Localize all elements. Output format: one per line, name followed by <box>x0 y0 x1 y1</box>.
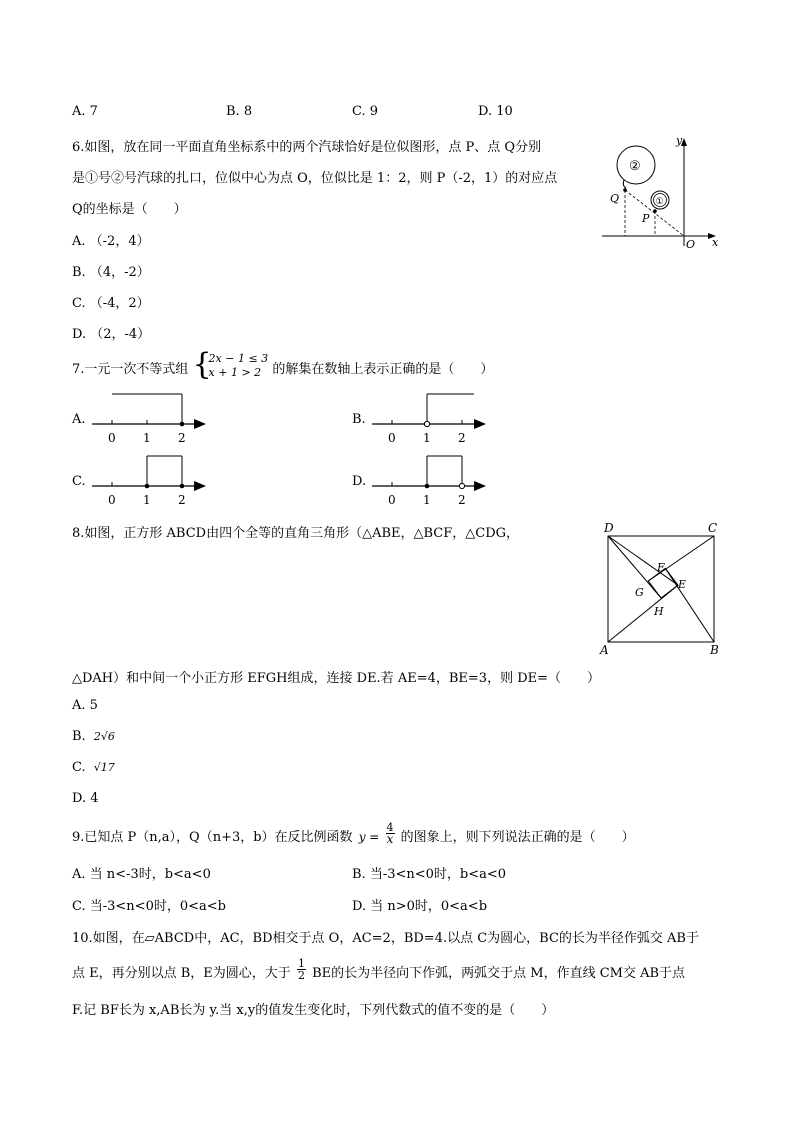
q7-option-a-letter: A. <box>72 412 86 427</box>
q7-option-b-letter: B. <box>352 412 366 427</box>
q7-option-d-letter: D. <box>352 474 367 489</box>
q6-option-a: A. （-2，4） <box>72 234 150 249</box>
q7-number-line-b <box>368 390 492 446</box>
q7-a-tick-1: 1 <box>143 431 151 445</box>
q10-line-2-part-1: 点 E，再分别以点 B，E为圆心，大于 <box>72 966 291 981</box>
q8-option-b <box>72 729 115 744</box>
q5-option-c: C. 9 <box>352 104 379 119</box>
q9-func-y: y = <box>358 830 380 844</box>
q7-d-tick-1: 1 <box>423 493 431 507</box>
q8-option-d: D. 4 <box>72 791 99 806</box>
q9-stem-part-1: 9.已知点 P（n,a），Q（n+3，b）在反比例函数 <box>72 830 353 845</box>
q10-half-fraction <box>297 958 306 981</box>
q8-fig-h-label: H <box>654 605 664 618</box>
q8-option-a: A. 5 <box>72 698 98 713</box>
q6-fig-x-label: x <box>712 236 719 249</box>
q9-option-b: B. 当-3<n<0时，b<a<0 <box>352 867 507 882</box>
q7-prefix: 7.一元一次不等式组 <box>72 362 189 377</box>
q7-suffix: 的解集在数轴上表示正确的是（ ） <box>272 362 494 377</box>
q6-balloon-figure <box>598 132 726 250</box>
q7-inequality-1: 2x − 1 ≤ 3 <box>208 351 269 365</box>
q10-line-2-part-2: BE的长为半径向下作弧，两弧交于点 M，作直线 CM交 AB于点 <box>312 966 686 981</box>
q7-b-tick-2: 2 <box>458 431 466 445</box>
q8-fig-f-label: F <box>657 561 665 574</box>
q6-line-1: 6.如图，放在同一平面直角坐标系中的两个汽球恰好是位似图形，点 P、点 Q分别 <box>72 140 542 155</box>
q7-number-line-a <box>88 390 212 446</box>
q6-option-d: D. （2，-4） <box>72 327 151 342</box>
q8-option-c-letter: C. <box>72 760 86 775</box>
q8-fig-a-label: A <box>600 643 609 657</box>
q6-fig-p-label: P <box>642 212 650 225</box>
q8-line-1: 8.如图，正方形 ABCD由四个全等的直角三角形（△ABE，△BCF，△CDG， <box>72 526 520 541</box>
q8-option-b-letter: B. <box>72 729 86 744</box>
q7-d-tick-2: 2 <box>458 493 466 507</box>
q8-option-c-math: √17 <box>93 761 115 774</box>
q6-balloon-2-label: ② <box>629 159 641 174</box>
q10-line-3: F.记 BF长为 x,AB长为 y.当 x,y的值发生变化时，下列代数式的值不变的是（ ） <box>72 1003 555 1018</box>
q7-b-tick-0: 0 <box>388 431 396 445</box>
q6-fig-origin-label: O <box>686 238 696 250</box>
q6-line-2: 是①号②号汽球的扎口，位似中心为点 O，位似比是 1：2，则 P（-2，1）的对应点 <box>72 171 558 186</box>
q8-fig-g-label: G <box>635 586 644 599</box>
q9-option-c: C. 当-3<n<0时，0<a<b <box>72 899 226 914</box>
q6-option-b: B. （4，-2） <box>72 265 150 280</box>
q6-option-c: C. （-4，2） <box>72 296 150 311</box>
q9-stem <box>72 821 635 846</box>
q9-func-numerator: 4 <box>386 821 394 834</box>
q10-line-2 <box>72 957 686 982</box>
q7-number-line-c <box>88 452 212 508</box>
q7-c-tick-0: 0 <box>108 493 116 507</box>
q5-option-b: B. 8 <box>226 104 253 119</box>
q5-option-a: A. 7 <box>72 104 98 119</box>
q9-option-a: A. 当 n<-3时，b<a<0 <box>72 867 211 882</box>
q9-option-d: D. 当 n>0时，0<a<b <box>352 899 488 914</box>
q7-stem <box>72 346 494 382</box>
q6-fig-q-label: Q <box>610 192 620 205</box>
q9-func-fraction <box>386 822 395 845</box>
q7-c-tick-2: 2 <box>178 493 186 507</box>
q10-fraction-numerator: 1 <box>297 957 305 970</box>
q5-option-d: D. 10 <box>478 104 513 119</box>
q8-fig-e-label: E <box>678 578 687 591</box>
q6-fig-y-label: y <box>676 134 683 147</box>
q7-number-line-d <box>368 452 492 508</box>
q7-a-tick-2: 2 <box>178 431 186 445</box>
q7-inequality-2: x + 1 > 2 <box>208 365 262 379</box>
q7-d-tick-0: 0 <box>388 493 396 507</box>
q8-fig-c-label: C <box>708 521 718 535</box>
q8-square-figure <box>598 518 726 660</box>
q8-fig-b-label: B <box>710 643 719 657</box>
q8-option-b-math: 2√6 <box>93 730 115 743</box>
q7-b-tick-1: 1 <box>423 431 431 445</box>
q7-option-c-letter: C. <box>72 474 86 489</box>
q10-fraction-denominator: 2 <box>297 969 305 982</box>
q10-line-1: 10.如图，在▱ABCD中，AC，BD相交于点 O，AC=2，BD=4.以点 C为圆心，BC的长为半径作弧交 AB于 <box>72 931 699 946</box>
q7-inequality-system: { 2x − 1 ≤ 3 x + 1 > 2 <box>192 346 269 382</box>
q8-option-c <box>72 760 115 775</box>
q8-fig-d-label: D <box>604 521 614 535</box>
q9-stem-part-2: 的图象上，则下列说法正确的是（ ） <box>400 830 635 845</box>
q7-c-tick-1: 1 <box>143 493 151 507</box>
q6-balloon-1-label: ① <box>655 197 664 207</box>
q7-a-tick-0: 0 <box>108 431 116 445</box>
q8-line-2: △DAH）和中间一个小正方形 EFGH组成，连接 DE.若 AE=4，BE=3，则 DE=（ ） <box>72 671 601 686</box>
q6-line-3: Q的坐标是（ ） <box>72 202 187 217</box>
q9-func-denominator: x <box>386 832 394 846</box>
